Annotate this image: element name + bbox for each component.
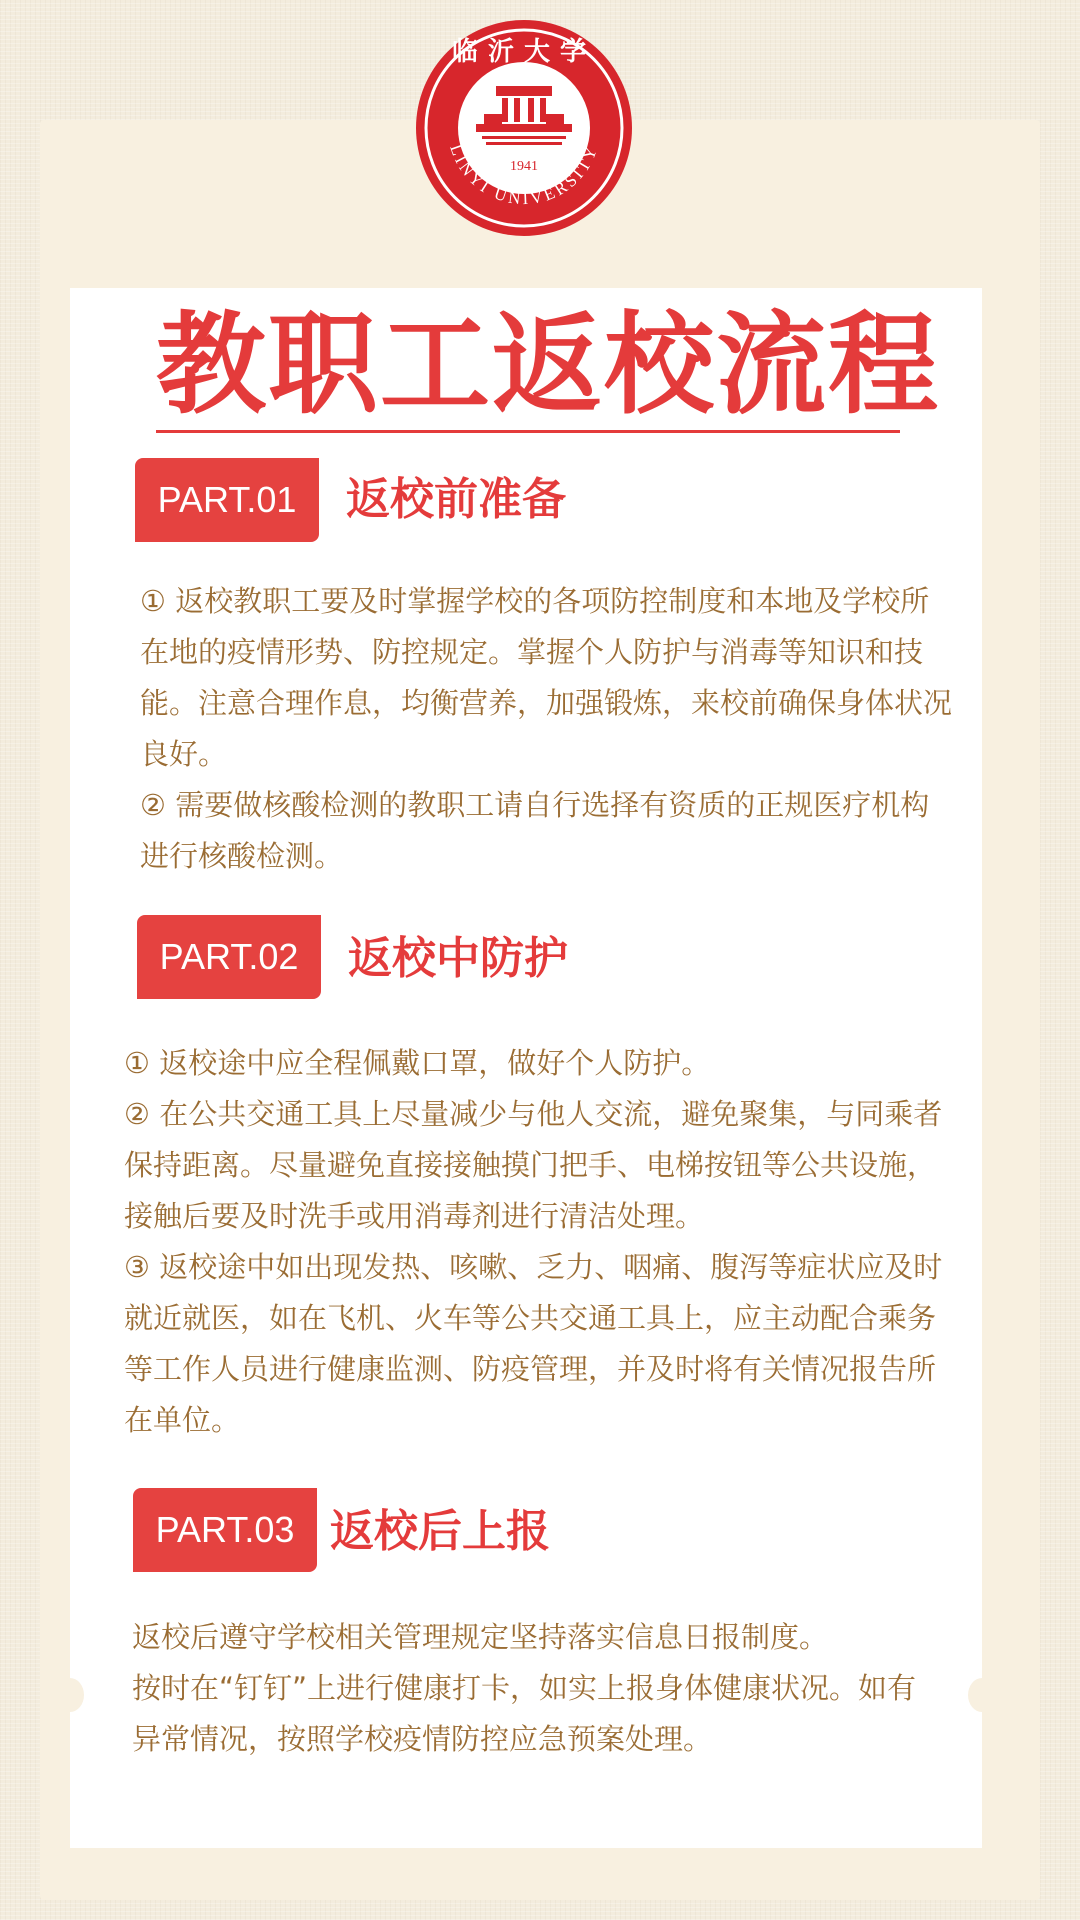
- page-title: 教职工返校流程: [156, 301, 940, 429]
- part-02-heading: 返校中防护: [348, 933, 568, 984]
- seal-ring-text: LINYI UNIVERSITY: [446, 141, 602, 209]
- part-03-paragraph-1: 返校后遵守学校相关管理规定坚持落实信息日报制度。: [132, 1620, 829, 1654]
- seal-top-text: 临沂大学: [451, 37, 597, 67]
- university-seal-logo: [414, 18, 634, 238]
- part-01-heading: 返校前准备: [346, 474, 566, 525]
- part-03-tag: PART.03: [133, 1488, 317, 1572]
- part-02-tag: PART.02: [137, 915, 321, 999]
- title-underline: [156, 430, 900, 433]
- part-01-paragraph-2: ② 需要做核酸检测的教职工请自行选择有资质的正规医疗机构进行核酸检测。: [140, 788, 930, 873]
- seal-year: 1941: [510, 159, 538, 174]
- part-01-tag: PART.01: [135, 458, 319, 542]
- part-02-body: [124, 1038, 958, 1446]
- part-02-paragraph-3: ③ 返校途中如出现发热、咳嗽、乏力、咽痛、腹泻等症状应及时就近就医，如在飞机、火车等公共交通工具上，应主动配合乘务等工作人员进行健康监测、防疫管理，并及时将有关情况报告所在单位。: [124, 1250, 943, 1437]
- part-01-paragraph-1: ① 返校教职工要及时掌握学校的各项防控制度和本地及学校所在地的疫情形势、防控规定。掌握个人防护与消毒等知识和技能。注意合理作息，均衡营养，加强锻炼，来校前确保身体状况良好。: [140, 584, 953, 771]
- card-notch-left: [56, 1678, 84, 1712]
- card-notch-right: [968, 1678, 996, 1712]
- part-03-heading: 返校后上报: [330, 1506, 550, 1557]
- part-02-paragraph-1: ① 返校途中应全程佩戴口罩，做好个人防护。: [124, 1046, 711, 1080]
- part-01-body: [140, 576, 958, 882]
- part-03-body: [132, 1612, 922, 1765]
- part-03-paragraph-2: 按时在“钉钉”上进行健康打卡，如实上报身体健康状况。如有异常情况，按照学校疫情防控应急预案处理。: [132, 1671, 917, 1756]
- part-02-paragraph-2: ② 在公共交通工具上尽量减少与他人交流，避免聚集，与同乘者保持距离。尽量避免直接接触摸门把手、电梯按钮等公共设施，接触后要及时洗手或用消毒剂进行清洁处理。: [124, 1097, 943, 1233]
